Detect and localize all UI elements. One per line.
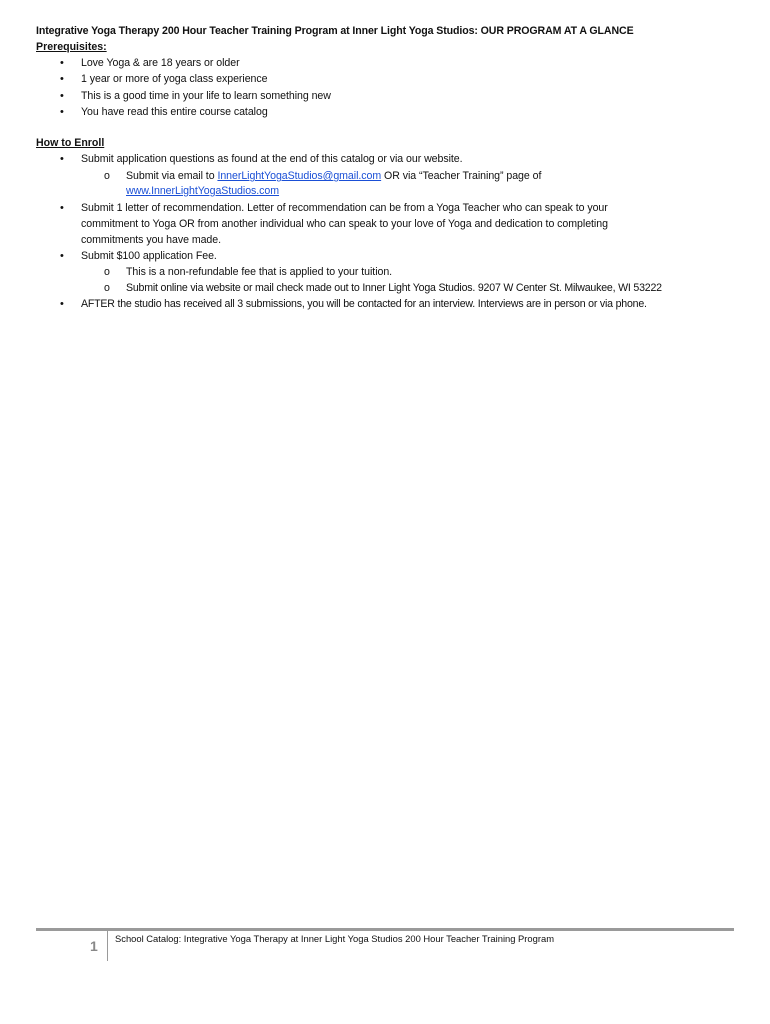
enroll-subitem-email	[126, 170, 541, 182]
email-suffix-text: OR via “Teacher Training” page of	[381, 170, 542, 182]
bullet-icon: •	[60, 57, 64, 69]
enroll-subitem-fee-note: This is a non-refundable fee that is applied to your tuition.	[126, 266, 393, 278]
prerequisite-item: You have read this entire course catalog	[81, 106, 268, 118]
how-to-enroll-heading: How to Enroll	[36, 137, 105, 149]
bullet-icon: •	[60, 106, 64, 118]
bullet-icon: •	[60, 298, 64, 310]
bullet-icon: •	[60, 250, 64, 262]
bullet-icon: •	[60, 90, 64, 102]
prerequisites-heading: Prerequisites:	[36, 41, 107, 53]
bullet-icon: •	[60, 73, 64, 85]
prerequisite-item: This is a good time in your life to learn something new	[81, 90, 331, 102]
sub-bullet-icon: o	[104, 282, 110, 294]
sub-bullet-icon: o	[104, 170, 110, 182]
email-prefix-text: Submit via email to	[126, 170, 218, 182]
footer-vertical-divider	[107, 931, 108, 961]
bullet-icon: •	[60, 153, 64, 165]
enroll-item-interview: AFTER the studio has received all 3 submissions, you will be contacted for an interview. Interviews are in person or via phone.	[81, 298, 647, 310]
website-link[interactable]: www.InnerLightYogaStudios.com	[126, 185, 280, 197]
prerequisite-item: Love Yoga & are 18 years or older	[81, 57, 240, 69]
sub-bullet-icon: o	[104, 266, 110, 278]
page-number: 1	[90, 938, 98, 954]
email-link[interactable]: InnerLightYogaStudios@gmail.com	[217, 170, 382, 182]
prerequisite-item: 1 year or more of yoga class experience	[81, 73, 268, 85]
document-title: Integrative Yoga Therapy 200 Hour Teacher Training Program at Inner Light Yoga Studios: OUR PROGRAM AT A GLANCE	[36, 25, 634, 37]
enroll-item-recommendation-line: commitments you have made.	[81, 234, 222, 246]
footer-divider	[36, 928, 734, 931]
footer-text: School Catalog: Integrative Yoga Therapy at Inner Light Yoga Studios 200 Hour Teacher Training Program	[115, 933, 555, 944]
enroll-item-application: Submit application questions as found at the end of this catalog or via our website.	[81, 153, 463, 165]
bullet-icon: •	[60, 202, 64, 214]
enroll-item-recommendation-line: Submit 1 letter of recommendation. Letter of recommendation can be from a Yoga Teacher who can speak to your	[81, 202, 608, 214]
enroll-item-recommendation-line: commitment to Yoga OR from another individual who can speak to your love of Yoga and dedication to completing	[81, 218, 608, 230]
website-link-line	[126, 185, 279, 197]
enroll-item-fee: Submit $100 application Fee.	[81, 250, 217, 262]
enroll-subitem-payment: Submit online via website or mail check made out to Inner Light Yoga Studios. 9207 W Center St. Milwaukee, WI 53222	[126, 282, 662, 294]
